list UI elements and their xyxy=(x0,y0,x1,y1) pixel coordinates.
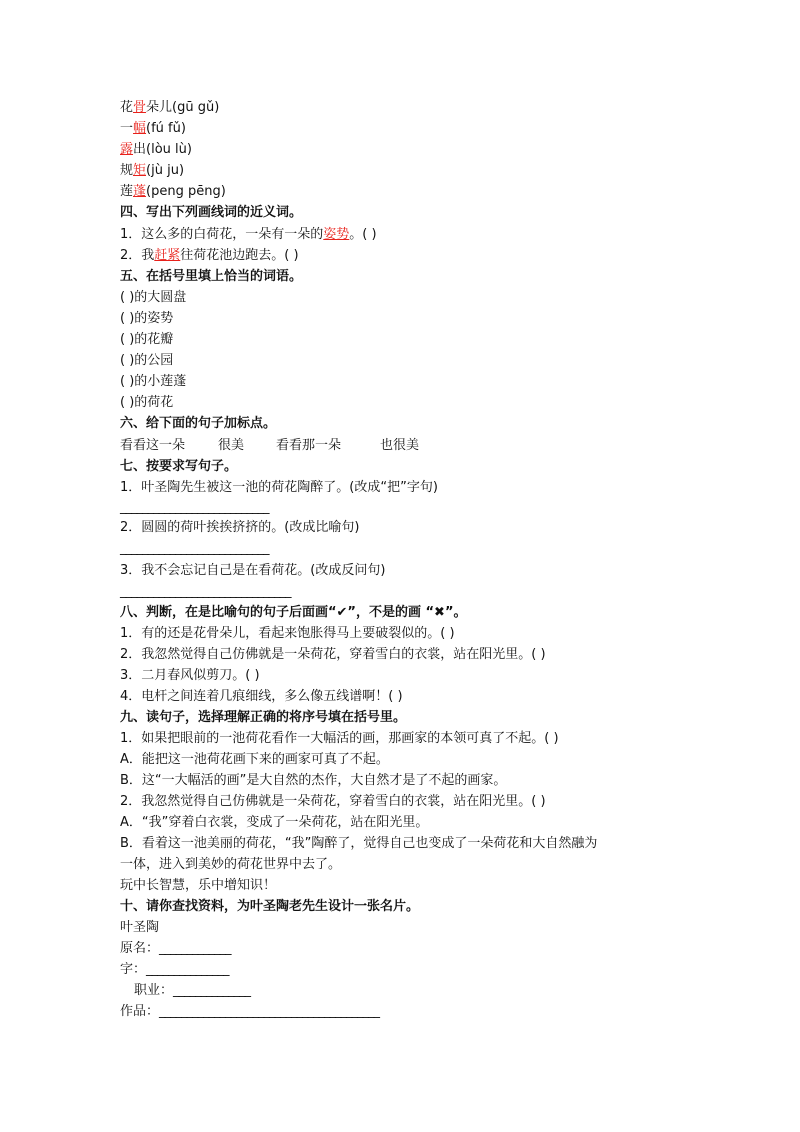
field-label: 作品： xyxy=(120,1004,160,1019)
section-6-heading: 六、给下面的句子加标点。 xyxy=(120,416,277,431)
section-4-question-2 xyxy=(120,247,299,265)
option-2a: A．“我”穿着白衣裳，变成了一朵荷花，站在阳光里。 xyxy=(120,815,429,830)
sentence-part: 看看那一朵 xyxy=(276,438,342,453)
pinyin-item-1 xyxy=(120,99,219,117)
pinyin-options: (fú fǔ) xyxy=(146,121,186,136)
field-blank[interactable]: ______________ xyxy=(173,983,251,998)
section-8-heading: 八、判断，在是比喻句的句子后面画“✔”，不是的画 “✖”。 xyxy=(120,605,467,620)
option-1a: A．能把这一池荷花画下来的画家可真了不起。 xyxy=(120,752,389,767)
field-blank[interactable]: _______________ xyxy=(146,962,229,977)
reading-question-2: 2．我忽然觉得自己仿佛就是一朵荷花，穿着雪白的衣裳，站在阳光里。( ) xyxy=(120,794,546,809)
pinyin-pre: 规 xyxy=(120,163,134,178)
pinyin-pre: 莲 xyxy=(120,184,134,199)
pinyin-word: 骨 xyxy=(133,100,147,115)
fill-item-4: ( )的公园 xyxy=(120,353,174,368)
card-name: 叶圣陶 xyxy=(120,920,160,935)
pinyin-item-4 xyxy=(120,162,184,180)
field-label: 职业： xyxy=(134,983,174,998)
pinyin-pre: 花 xyxy=(120,100,134,115)
section-5-heading: 五、在括号里填上恰当的词语。 xyxy=(120,269,303,284)
option-1b: B．这“一大幅活的画”是大自然的杰作，大自然才是了不起的画家。 xyxy=(120,773,507,788)
judge-item-1: 1．有的还是花骨朵儿，看起来饱胀得马上要破裂似的。( ) xyxy=(120,626,455,641)
card-field-original-name xyxy=(120,940,231,958)
fill-item-5: ( )的小莲蓬 xyxy=(120,374,187,389)
rewrite-question-1: 1．叶圣陶先生被这一池的荷花陶醉了。(改成“把”字句) xyxy=(120,480,438,495)
judge-item-2: 2．我忽然觉得自己仿佛就是一朵荷花，穿着雪白的衣裳，站在阳光里。( ) xyxy=(120,647,546,662)
fill-item-1: ( )的大圆盘 xyxy=(120,290,187,305)
sentence-part: 也很美 xyxy=(380,438,420,453)
sentence-part: 很美 xyxy=(218,438,245,453)
field-label: 字： xyxy=(120,962,147,977)
reading-question-1: 1．如果把眼前的一池荷花看作一大幅活的画，那画家的本领可真了不起。( ) xyxy=(120,731,559,746)
question-text: 1．这么多的白荷花，一朵有一朵的 xyxy=(120,227,324,242)
answer-line-3[interactable]: _______________________________ xyxy=(120,584,291,599)
pinyin-options: 出(lòu lù) xyxy=(133,142,192,157)
pinyin-item-2 xyxy=(120,120,186,138)
rewrite-question-3: 3．我不会忘记自己是在看荷花。(改成反问句) xyxy=(120,563,386,578)
pinyin-options: (jù ju) xyxy=(146,163,185,178)
option-2b: B．看着这一池美丽的荷花，“我”陶醉了，觉得自己也变成了一朵荷花和大自然融为 xyxy=(120,836,598,851)
question-text: 2．我 xyxy=(120,248,155,263)
fill-item-6: ( )的荷花 xyxy=(120,395,174,410)
rewrite-question-2: 2．圆圆的荷叶挨挨挤挤的。(改成比喻句) xyxy=(120,520,360,535)
pinyin-options: (peng pēng) xyxy=(146,184,226,199)
section-4-question-1 xyxy=(120,226,377,244)
pinyin-item-5 xyxy=(120,183,226,201)
pinyin-word: 露 xyxy=(120,142,134,157)
field-label: 原名： xyxy=(120,941,160,956)
answer-bracket: 往荷花池边跑去。( ) xyxy=(180,248,299,263)
section-9-heading: 九、读句子，选择理解正确的将序号填在括号里。 xyxy=(120,710,407,725)
answer-bracket: 。( ) xyxy=(349,227,377,242)
pinyin-word: 幅 xyxy=(133,121,147,136)
option-2b-continued: 一体，进入到美妙的荷花世界中去了。 xyxy=(120,857,342,872)
pinyin-word: 矩 xyxy=(133,163,147,178)
judge-item-3: 3．二月春风似剪刀。( ) xyxy=(120,668,260,683)
field-blank[interactable]: _____________ xyxy=(159,941,231,956)
field-blank[interactable]: ________________________________________ xyxy=(159,1004,380,1019)
answer-line-2[interactable]: ___________________________ xyxy=(120,541,269,556)
pinyin-word: 蓬 xyxy=(133,184,147,199)
sentence-part: 看看这一朵 xyxy=(120,438,186,453)
pinyin-pre: 一 xyxy=(120,121,134,136)
underlined-word: 赶紧 xyxy=(154,248,181,263)
answer-line-1[interactable]: ___________________________ xyxy=(120,500,269,515)
pinyin-item-3 xyxy=(120,141,192,159)
card-field-courtesy-name xyxy=(120,961,229,979)
section-7-heading: 七、按要求写句子。 xyxy=(120,459,238,474)
fill-item-3: ( )的花瓣 xyxy=(120,332,174,347)
motto-line: 玩中长智慧，乐中增知识！ xyxy=(120,878,277,893)
section-10-heading: 十、请你查找资料，为叶圣陶老先生设计一张名片。 xyxy=(120,899,420,914)
underlined-word: 姿势 xyxy=(323,227,350,242)
judge-item-4: 4．电杆之间连着几痕细线，多么像五线谱啊！( ) xyxy=(120,689,403,704)
card-field-works xyxy=(120,1003,379,1021)
card-field-occupation xyxy=(134,982,250,1000)
section-4-heading: 四、写出下列画线词的近义词。 xyxy=(120,205,303,220)
pinyin-options: 朵儿(gū gǔ) xyxy=(146,100,220,115)
fill-item-2: ( )的姿势 xyxy=(120,311,174,326)
